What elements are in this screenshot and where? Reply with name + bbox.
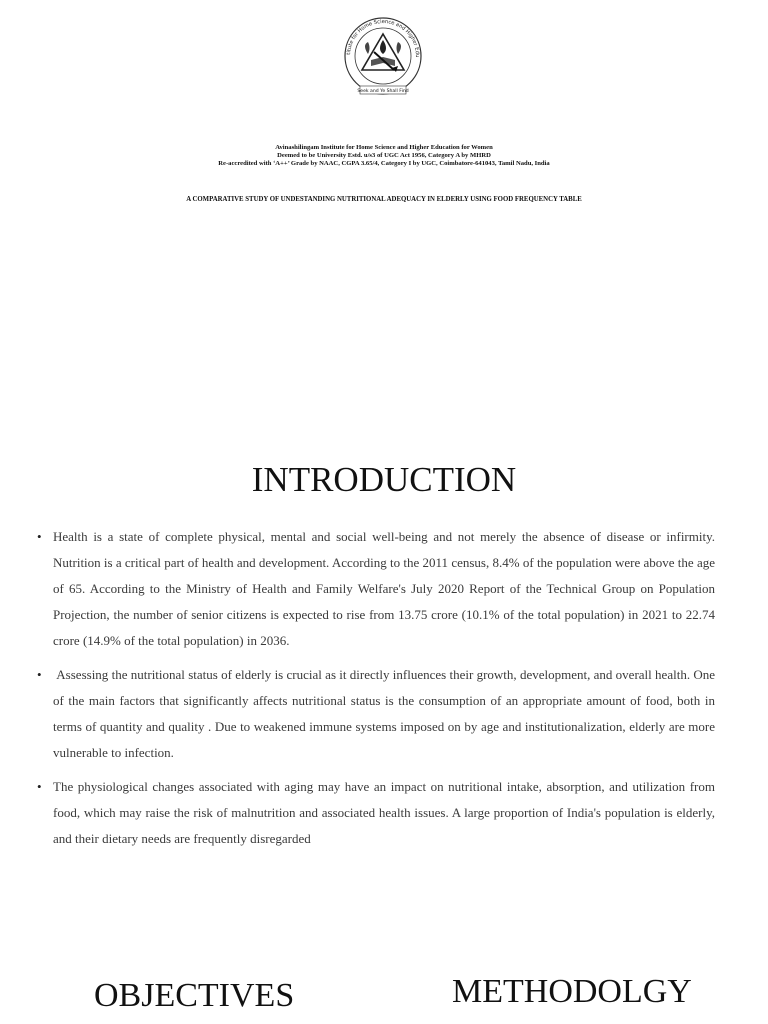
list-item xyxy=(37,774,715,852)
introduction-point: Assessing the nutritional status of elderly is crucial as it directly influences their growth, development, and overall health. One of the main factors that significantly affects nutritional status is the consumption of an appropriate amount of food, both in terms of quantity and quality . Due to weakened immune systems imposed on by age and institutionalization, elderly are more vulnerable to infection. xyxy=(53,667,719,760)
university-emblem-icon xyxy=(338,14,428,98)
university-logo xyxy=(338,14,428,98)
institution-name: Avinashilingam Institute for Home Science and Higher Education for Women xyxy=(275,144,493,151)
institution-status: Deemed to be University Estd. u/s3 of UGC Act 1956, Category A by MHRD xyxy=(277,152,491,159)
institution-header xyxy=(0,144,768,168)
introduction-point: The physiological changes associated with aging may have an impact on nutritional intake, absorption, and utilization from food, which may raise the risk of malnutrition and associated health issues. A large proportion of India's population is elderly, and their dietary needs are frequently disregarded xyxy=(53,779,715,846)
introduction-point: Health is a state of complete physical, mental and social well-being and not merely the absence of disease or infirmity. Nutrition is a critical part of health and development. According to the 2011 census, 8.4% of the population were above the age of 65. According to the Ministry of Health and Family Welfare's July 2020 Report of the Technical Group on Population Projection, the number of senior citizens is expected to rise from 13.75 crore (10.1% of the total population) in 2021 to 22.74 crore (14.9% of the total population) in 2036. xyxy=(53,529,715,648)
bullet-icon: • xyxy=(37,779,42,794)
institution-accreditation: Re-accredited with ‘A++’ Grade by NAAC, CGPA 3.65/4, Category I by UGC, Coimbatore-641043, Tamil Nadu, India xyxy=(218,160,550,167)
bullet-icon: • xyxy=(37,667,42,682)
bullet-icon: • xyxy=(37,529,42,544)
logo-motto: Seek and Ye Shall Find xyxy=(357,89,409,94)
logo-ring-text: titute for Home Science and Higher Edu xyxy=(346,18,421,58)
list-item xyxy=(37,662,719,766)
introduction-list xyxy=(37,524,719,860)
list-item xyxy=(37,524,715,654)
objectives-heading: OBJECTIVES xyxy=(94,977,295,1014)
methodology-heading: METHODOLGY xyxy=(452,973,692,1010)
study-title: A COMPARATIVE STUDY OF UNDESTANDING NUTRITIONAL ADEQUACY IN ELDERLY USING FOOD FREQUENCY TABLE xyxy=(186,196,582,203)
introduction-heading: INTRODUCTION xyxy=(251,460,517,499)
